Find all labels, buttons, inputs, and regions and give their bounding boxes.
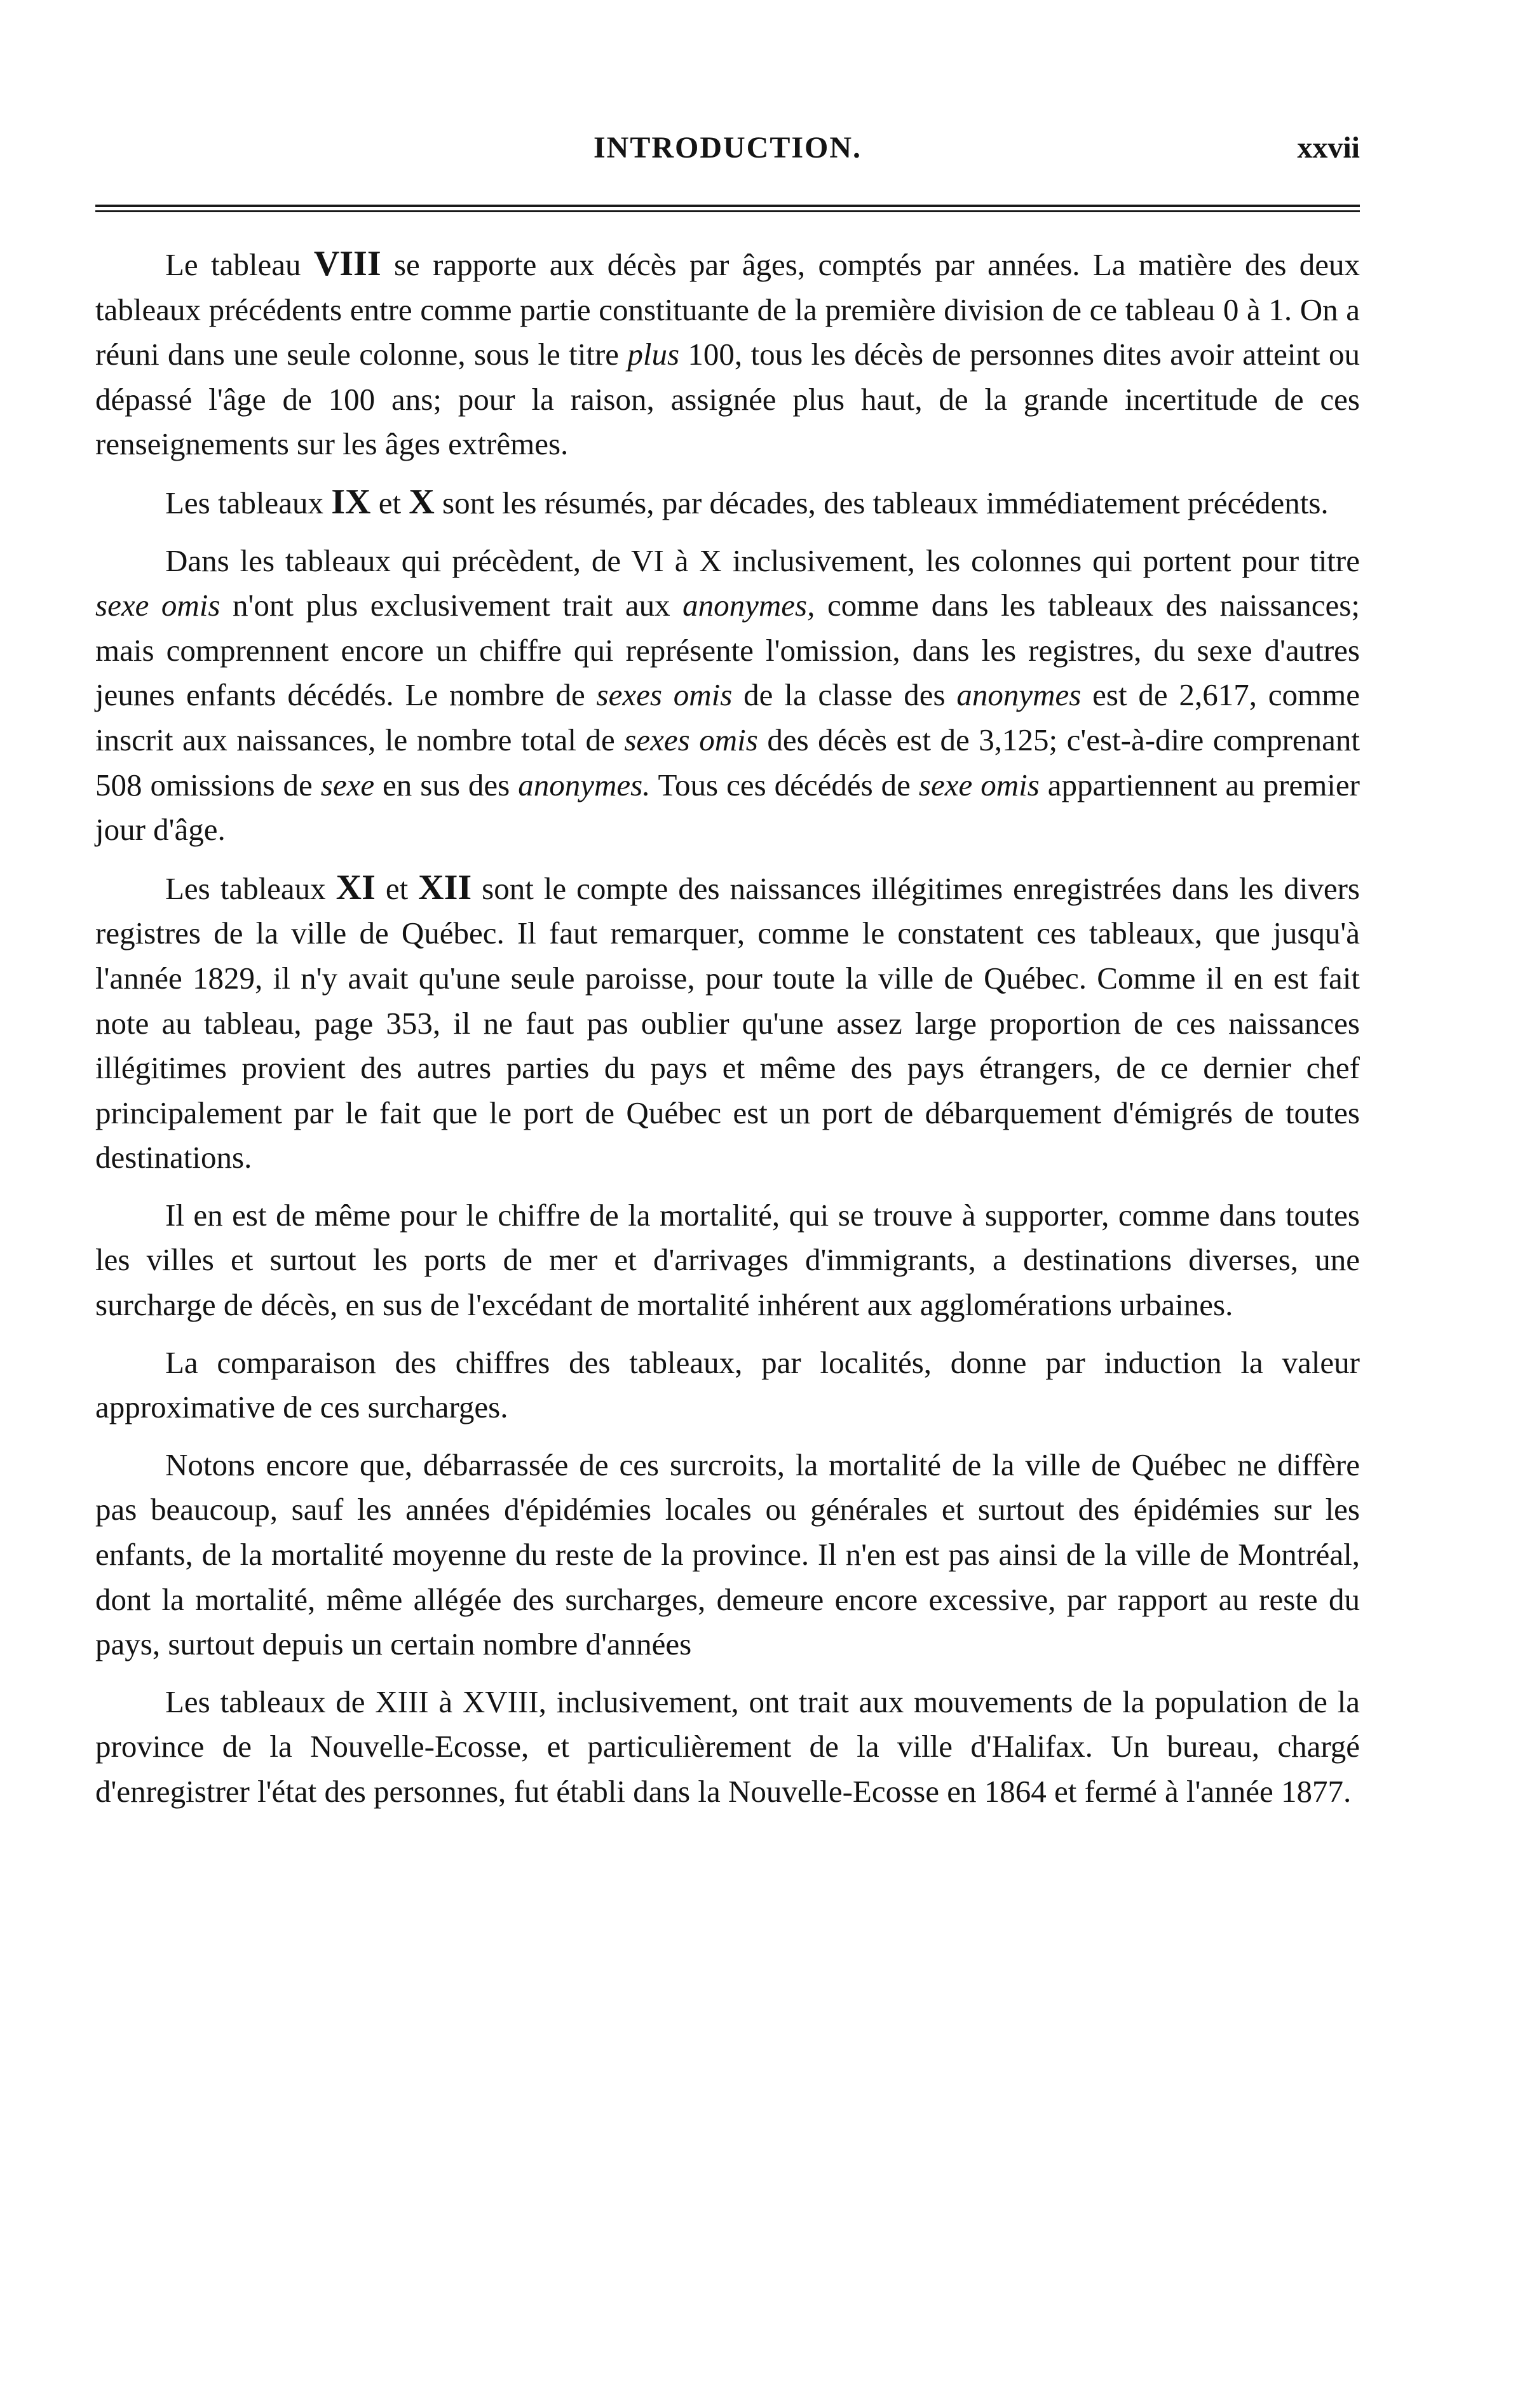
text-run: est de 2,617, comme inscrit aux naissances, le nombre total de: [95, 677, 1360, 757]
paragraph-comparaison: La comparaison des chiffres des tableaux, par localités, donne par induction la valeur approximative de ces surcharges.: [95, 1344, 1360, 1425]
page-number: xxvii: [1297, 131, 1360, 165]
text-run: Les tableaux: [165, 870, 336, 906]
text-run: appartiennent au premier jour d'âge.: [95, 767, 1360, 848]
italic-term: sexes omis: [624, 722, 758, 757]
paragraph-sexe-omis: [95, 539, 1360, 853]
table-numeral: X: [409, 482, 435, 522]
header-rule-thin: [95, 210, 1360, 212]
text-run: en sus des: [374, 767, 519, 802]
paragraph-tableaux-xi-xii: [95, 865, 1360, 1180]
text-run: de la classe des: [732, 677, 957, 713]
paragraph-notons: Notons encore que, débarrassée de ces surcroits, la mortalité de la ville de Québec ne diffère pas beaucoup, sauf les années d'épidémies locales ou générales et surtout des épidémies sur les enfants, de la mortalité moyenne du reste de la province. Il n'en est pas ainsi de la ville de Montréal, dont la mortalité, même allégée des surcharges, demeure encore excessive, par rapport au reste du pays, surtout depuis un certain nombre d'années: [95, 1447, 1360, 1662]
paragraph-mortalite: Il en est de même pour le chiffre de la mortalité, qui se trouve à supporter, comme dans toutes les villes et surtout les ports de mer et d'arrivages d'immigrants, a destinations diverses, une surcharge de décès, en sus de l'excédant de mortalité inhérent aux agglomérations urbaines.: [95, 1197, 1360, 1323]
text-run: Tous ces décédés de: [650, 767, 919, 802]
text-run: se rapporte aux décès par âges, comptés par années. La matière des deux tableaux précédents entre comme partie constituante de la première division de ce tableau 0 à 1. On a réuni dans une seule colonne, sous le titre: [95, 247, 1360, 372]
paragraph-tableaux-ix-x: [95, 480, 1360, 526]
italic-term: plus: [627, 337, 680, 372]
text-run: et: [375, 870, 419, 906]
paragraph-nouvelle-ecosse: Les tableaux de XIII à XVIII, inclusivement, ont trait aux mouvements de la population de la province de la Nouvelle-Ecosse, et particulièrement de la ville d'Halifax. Un bureau, chargé d'enregistrer l'état des personnes, fut établi dans la Nouvelle-Ecosse en 1864 et fermé à l'année 1877.: [95, 1684, 1360, 1809]
text-run: et: [370, 485, 409, 520]
text-run: n'ont plus exclusivement trait aux: [220, 588, 683, 623]
italic-term: sexe omis: [918, 767, 1040, 802]
body-text: [95, 241, 1360, 1827]
table-numeral: IX: [331, 482, 371, 522]
text-run: 100, tous les décès de personnes dites avoir atteint ou dépassé l'âge de 100 ans; pour la raison, assignée plus haut, de la grande incertitude de ces renseignements sur les âges extrêmes.: [95, 337, 1360, 462]
text-run: Dans les tableaux qui précèdent, de VI à X inclusivement, les colonnes qui portent pour titre: [165, 543, 1360, 578]
page-header: [95, 130, 1360, 181]
text-run: des décès est de 3,125; c'est-à-dire comprenant 508 omissions de: [95, 722, 1360, 802]
italic-term: sexe omis: [95, 588, 221, 623]
italic-term: anonymes.: [518, 767, 651, 802]
text-run: sont les résumés, par décades, des tableaux immédiatement précédents.: [434, 485, 1329, 520]
running-title: INTRODUCTION.: [593, 131, 862, 165]
table-numeral: XII: [418, 867, 472, 907]
text-run: Les tableaux: [165, 485, 332, 520]
italic-term: sexe: [320, 767, 375, 802]
italic-term: anonymes,: [682, 588, 815, 623]
italic-term: sexes omis: [596, 677, 733, 713]
table-numeral: VIII: [313, 244, 381, 283]
text-run: sont le compte des naissances illégitimes enregistrées dans les divers registres de la ville de Québec. Il faut remarquer, comme le constatent ces tableaux, que jusqu'à l'année 1829, il n'y avait qu'une seule paroisse, pour toute la ville de Québec. Comme il en est fait note au tableau, page 353, il ne faut pas oublier qu'une assez large proportion de ces naissances illégitimes provient des autres parties du pays et même des pays étrangers, de ce dernier chef principalement par le fait que le port de Québec est un port de débarquement d'émigrés de toutes destinations.: [95, 870, 1360, 1175]
text-run: comme dans les tableaux des naissances; mais comprennent encore un chiffre qui représente l'omission, dans les registres, du sexe d'autres jeunes enfants décédés. Le nombre de: [95, 588, 1360, 713]
paragraph-tableau-viii: [95, 241, 1360, 467]
header-rule: [95, 205, 1360, 207]
text-run: Le tableau: [165, 247, 314, 282]
table-numeral: XI: [336, 867, 376, 907]
italic-term: anonymes: [956, 677, 1082, 713]
